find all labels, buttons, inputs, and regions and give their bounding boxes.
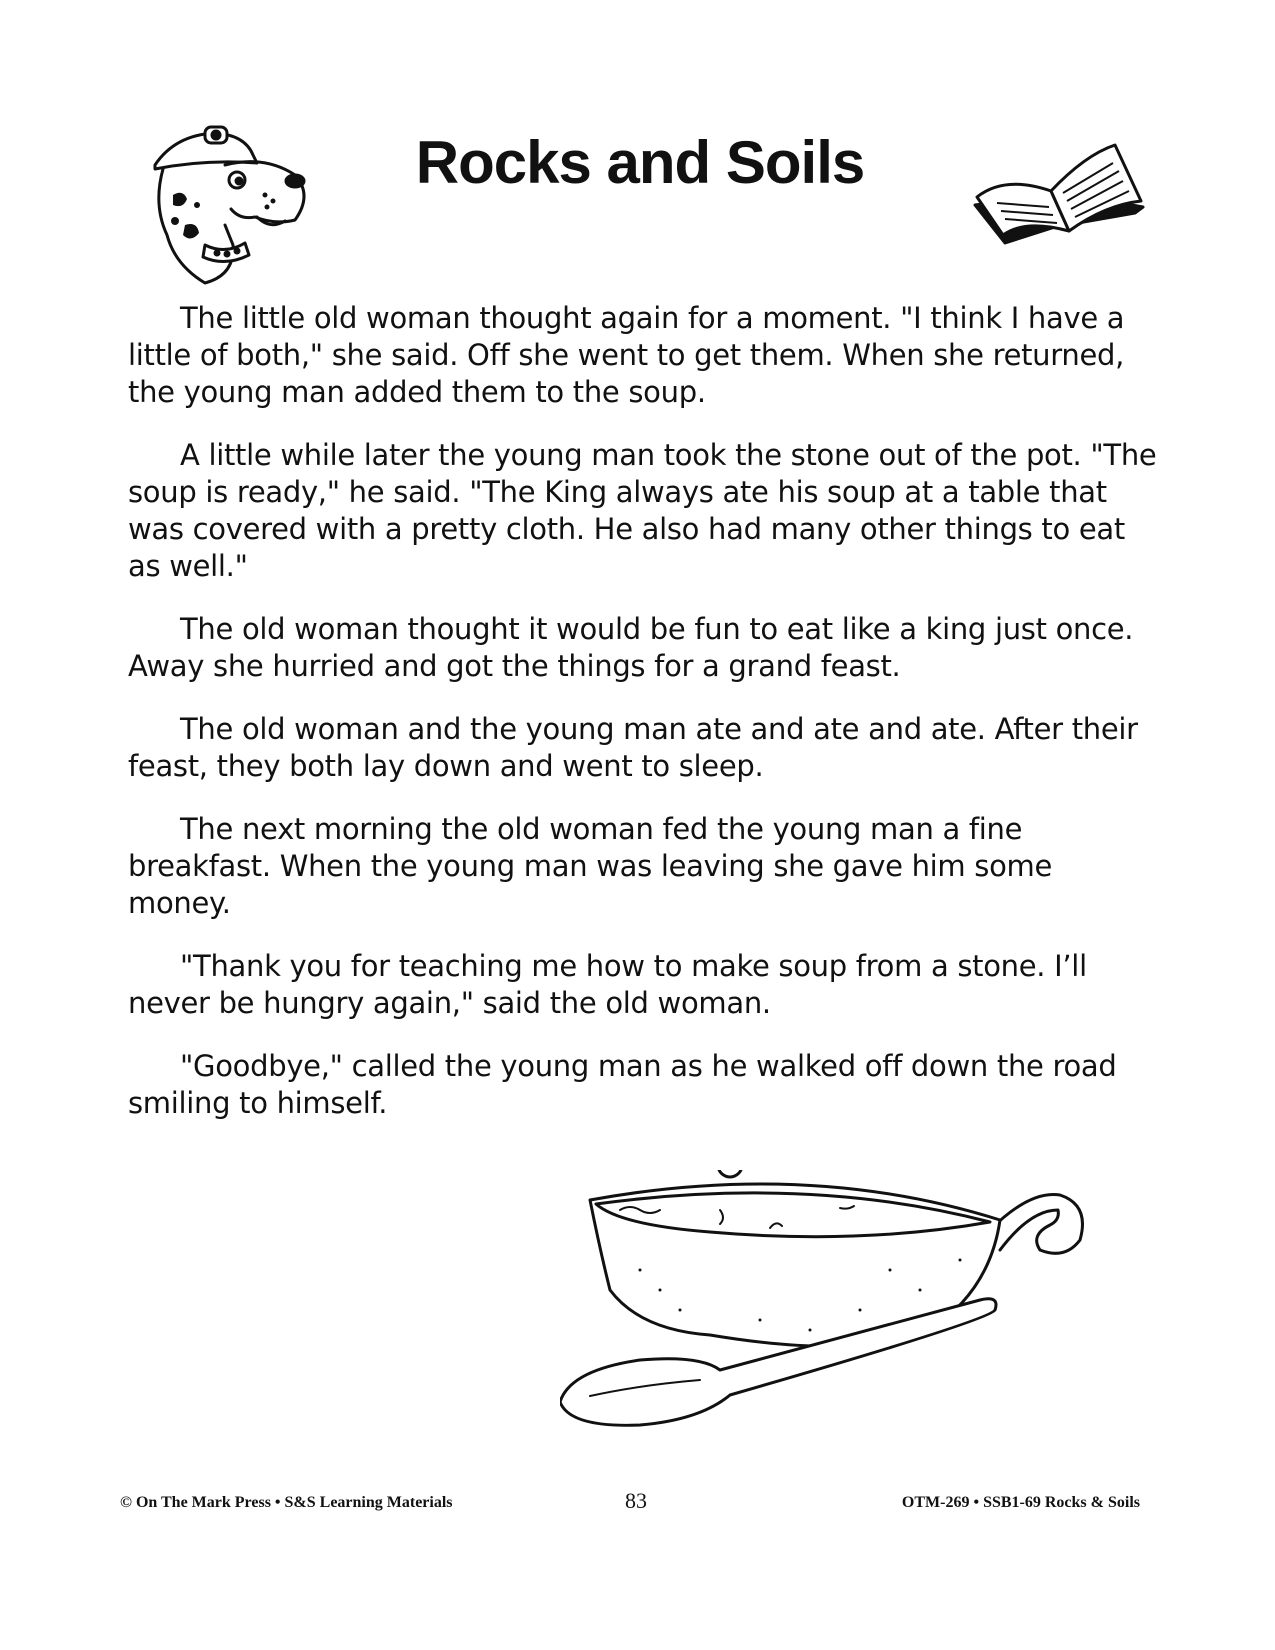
story-paragraph: The old woman thought it would be fun to eat like a king just once. Away she hurried and got the things for a grand feast. (128, 612, 1134, 683)
dog-mascot-icon (145, 125, 315, 290)
story-text (128, 300, 1158, 1148)
publisher-credit: © On The Mark Press • S&S Learning Materials (120, 1494, 453, 1511)
story-paragraph: "Goodbye," called the young man as he walked off down the road smiling to himself. (128, 1049, 1117, 1120)
page-title: Rocks and Soils (415, 129, 865, 196)
open-book-icon (965, 135, 1145, 255)
page-number: 83 (625, 1488, 647, 1513)
story-paragraph: The old woman and the young man ate and ate and ate. After their feast, they both lay down and went to sleep. (128, 712, 1138, 783)
product-code: OTM-269 • SSB1-69 Rocks & Soils (901, 1494, 1140, 1511)
story-paragraph: "Thank you for teaching me how to make soup from a stone. I’ll never be hungry again," said the old woman. (128, 949, 1087, 1020)
story-paragraph: The next morning the old woman fed the young man a fine breakfast. When the young man was leaving she gave him some money. (128, 812, 1053, 920)
story-paragraph: The little old woman thought again for a moment. "I think I have a little of both," she said. Off she went to get them. When she returned, the young man added them to the soup. (128, 301, 1125, 409)
page-footer (120, 1488, 1140, 1518)
soup-pot-illustration (560, 1170, 1120, 1470)
story-paragraph: A little while later the young man took the stone out of the pot. "The soup is ready," he said. "The King always ate his soup at a table that was covered with a pretty cloth. He also had many other things to eat as well." (128, 438, 1157, 583)
